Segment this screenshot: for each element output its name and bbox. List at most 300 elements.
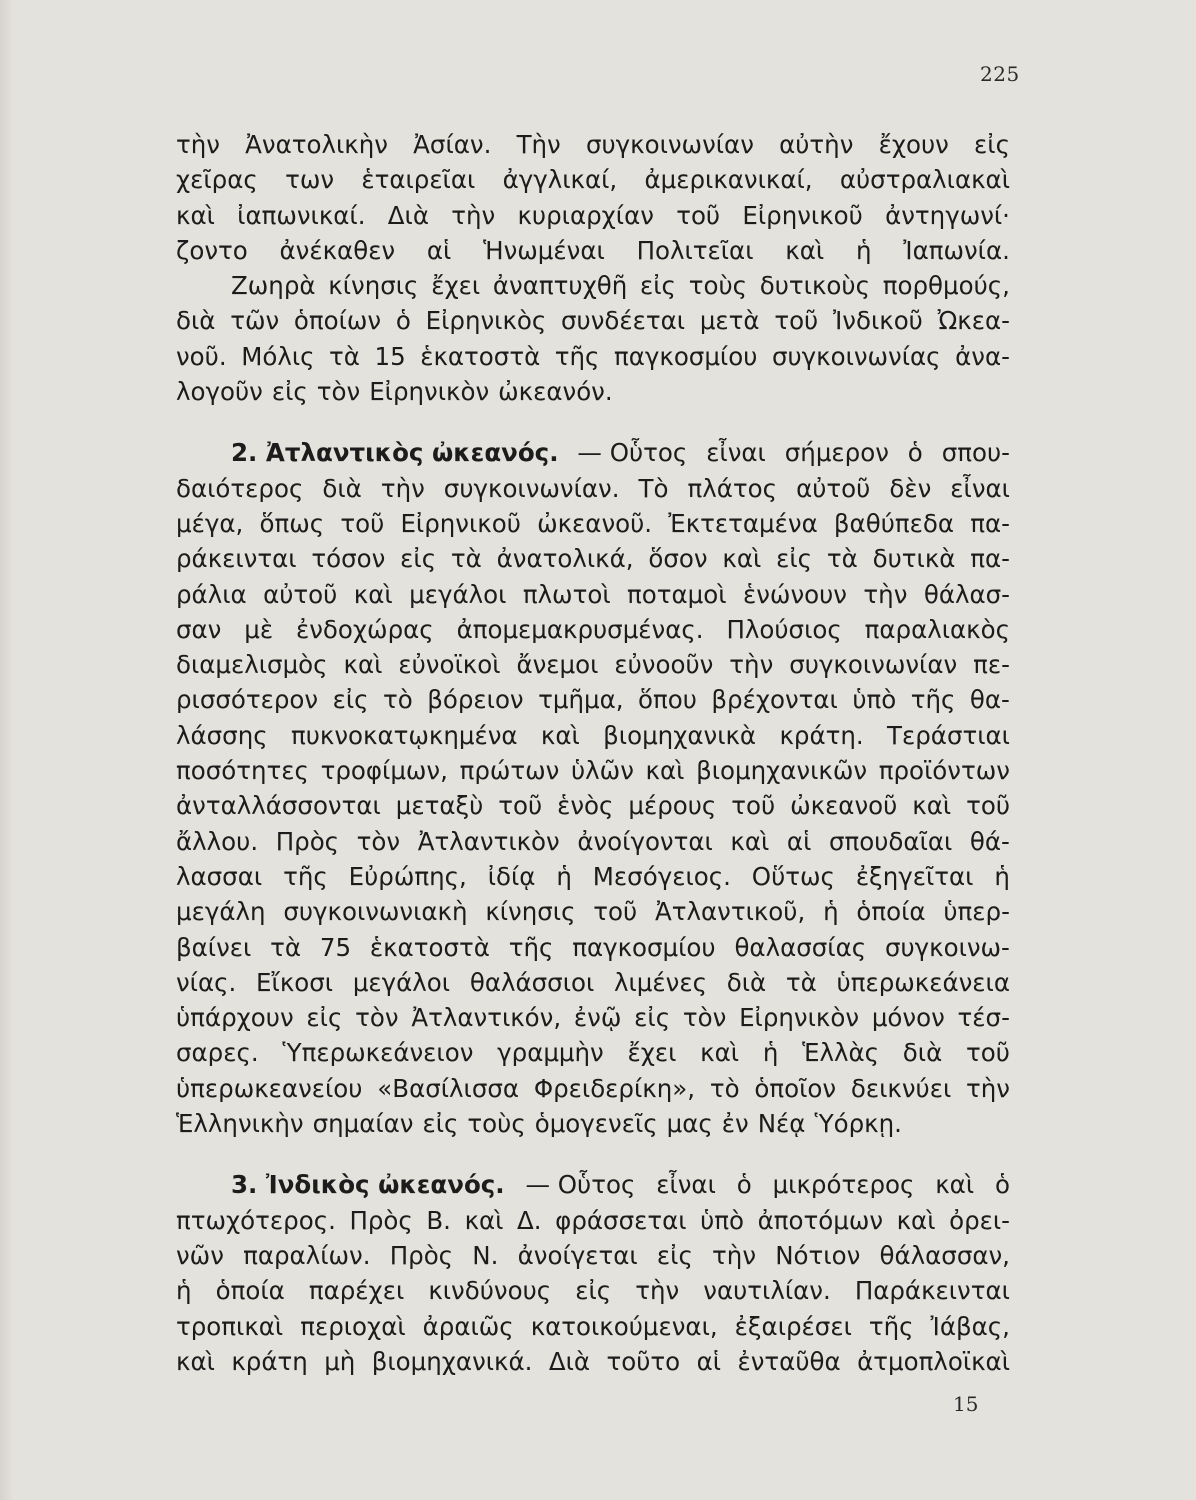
word: πλωτοὶ	[522, 579, 611, 609]
word: ὁ	[907, 438, 923, 468]
word: Τὴν	[516, 130, 561, 159]
word: Ἀνατολικὴν	[245, 130, 388, 159]
text-line	[176, 1344, 1010, 1379]
text-line	[176, 930, 1010, 965]
word: Ν.	[472, 1240, 499, 1270]
word: καὶ	[343, 650, 383, 680]
word: καὶ	[176, 1346, 215, 1376]
word: μὲ	[244, 614, 274, 644]
word: τοὺς	[467, 1109, 526, 1139]
text-line	[176, 1238, 1010, 1273]
text-line	[176, 303, 1010, 338]
text-line	[176, 753, 1010, 788]
text-line	[176, 577, 1010, 612]
word: ἐνδοχώρας	[296, 614, 434, 644]
word: τὸ	[383, 685, 413, 715]
word: Ἑλληνικὴν	[176, 1109, 304, 1139]
word: καὶ	[730, 826, 770, 856]
word: τοῦ	[498, 791, 543, 821]
word: Εἰρηνικοῦ	[400, 508, 521, 538]
word: εὐνοϊκοὶ	[398, 650, 501, 680]
text-line	[176, 1309, 1010, 1344]
section-3-indian	[176, 1167, 1010, 1379]
section-gap	[176, 409, 1010, 435]
word: ὅσον	[648, 544, 708, 574]
word: καὶ	[912, 791, 952, 821]
word: Πλούσιος	[726, 614, 842, 644]
word: τὴν	[451, 200, 496, 230]
word: συγκοινωνίαν.	[443, 473, 620, 503]
word: σπου-	[941, 438, 1010, 468]
word: Εἴκοσι	[256, 967, 334, 997]
word: ἔχουν	[878, 130, 949, 159]
word: συγκοινωνίαν	[585, 130, 754, 159]
word: καὶ	[785, 235, 825, 265]
text-line	[176, 965, 1010, 1000]
text-line	[176, 506, 1010, 541]
word: ὑπερ-	[943, 897, 1010, 927]
word: ὠκεανοῦ.	[537, 508, 653, 538]
word: εἶναι	[656, 1170, 716, 1200]
word: Ὠκεα-	[937, 306, 1010, 336]
text-line	[176, 612, 1010, 647]
word: νῶν	[176, 1240, 224, 1270]
word: των	[285, 165, 335, 195]
word: εἰς	[271, 377, 308, 407]
word: πρώτων	[459, 756, 560, 786]
text-line	[176, 1203, 1010, 1238]
word: δυτικὰ	[872, 544, 956, 574]
word: εὐνοοῦν	[614, 650, 714, 680]
word: μετὰ	[699, 306, 760, 336]
word: καὶ	[353, 579, 393, 609]
word: τῆς	[554, 341, 600, 371]
word: ἀτμοπλοϊκαὶ	[857, 1346, 1010, 1376]
word: Ἰάβας,	[930, 1311, 1010, 1341]
word: τὴν	[729, 650, 774, 680]
word: Δ.	[517, 1205, 542, 1235]
word: Ἀσίαν.	[413, 130, 492, 159]
word: πτωχότερος.	[176, 1205, 336, 1235]
word: Ἡνωμέναι	[483, 235, 605, 265]
word: εἰς	[776, 544, 813, 574]
word: πυκνοκατῳκημένα	[291, 720, 518, 750]
word: Τεράστιαι	[887, 720, 1010, 750]
word: ὁποία	[856, 897, 926, 927]
word: διὰ	[322, 473, 362, 503]
word: ἀποτόμων	[757, 1205, 884, 1235]
word: σαν	[176, 614, 222, 644]
text-line	[176, 268, 1010, 303]
word: ἡ	[823, 897, 839, 927]
word: παρέχει	[308, 1276, 405, 1306]
word: προϊόντων	[878, 756, 1010, 786]
word: ὑπάρχουν	[176, 1003, 294, 1033]
word: καὶ	[896, 1205, 936, 1235]
word: ποταμοὶ	[627, 579, 727, 609]
word: τῶν	[230, 306, 280, 336]
word: ναυτιλίαν.	[703, 1276, 831, 1306]
word: ἐνταῦθα	[737, 1346, 841, 1376]
word: ἀνταλλάσσονται	[176, 791, 381, 821]
word: ὑλῶν	[571, 756, 634, 786]
word: Ὑόρκῃ.	[814, 1109, 902, 1139]
word: Εἰρηνικὸν	[369, 377, 490, 407]
word: ἔχει	[431, 271, 481, 301]
word: ἐνῷ	[573, 1003, 622, 1033]
word: 15	[374, 341, 406, 371]
word: εἰς	[400, 544, 437, 574]
word: ἀνα-	[955, 341, 1010, 371]
word: τοῦ	[593, 897, 638, 927]
word: ὅπου	[638, 685, 697, 715]
word: ρισσότερον	[176, 685, 319, 715]
text-line	[176, 1273, 1010, 1308]
word: παγκοσμίου	[613, 341, 758, 371]
word: θα-	[969, 685, 1010, 715]
word: ὠκεανοῦ	[790, 791, 898, 821]
word: πορθμούς,	[882, 271, 1010, 301]
word: τὸ	[709, 1073, 740, 1103]
word: μεγάλοι	[409, 579, 507, 609]
word: τὴν	[176, 130, 220, 159]
body-text	[176, 127, 1010, 1379]
text-line	[176, 127, 1010, 162]
word: τῆς	[283, 861, 328, 891]
word: Εἰρηνικὸς	[425, 306, 547, 336]
word: ἀπομεμακρυσμένας.	[456, 614, 704, 644]
word: ἡ	[762, 1038, 779, 1068]
word: κράτη	[231, 1346, 308, 1376]
word: αὐστραλιακαὶ	[839, 165, 1010, 195]
word: βιομηχανικά.	[371, 1346, 533, 1376]
section-gap	[176, 1141, 1010, 1167]
word: εἶναι	[950, 473, 1010, 503]
word: εἰς	[306, 1003, 343, 1033]
word: εἰς	[656, 1240, 693, 1270]
text-line	[176, 1000, 1010, 1035]
word: συγκοινω-	[884, 932, 1010, 962]
text-line	[176, 859, 1010, 894]
word: «Βασίλισσα	[377, 1073, 520, 1103]
word: εἰς	[634, 1003, 671, 1033]
word: εἶναι	[706, 438, 766, 468]
word: ζοντο	[176, 235, 248, 265]
word: — Οὗτος	[525, 1170, 636, 1200]
page-number-top: 225	[980, 62, 1020, 86]
word: κίνησις	[485, 897, 576, 927]
word: ὁ	[994, 1170, 1010, 1200]
word: εἰς	[640, 271, 676, 301]
word: Β.	[426, 1205, 451, 1235]
word: ὑπερωκεανείου	[176, 1073, 363, 1103]
word: ὑπερωκεάνεια	[836, 967, 1010, 997]
word: μέγα,	[176, 508, 244, 538]
word: Πρὸς	[275, 826, 340, 856]
word: ποσότητες	[176, 756, 309, 786]
word: ἄλλου.	[176, 826, 259, 856]
word: πα-	[970, 544, 1010, 574]
word: συνδέεται	[561, 306, 686, 336]
word: καὶ	[176, 200, 215, 230]
word: ἑνώνουν	[743, 579, 847, 609]
word: τοῦ	[676, 200, 721, 230]
word: διαμελισμὸς	[176, 650, 328, 680]
word: βαίνει	[176, 932, 252, 962]
word: καὶ	[464, 1205, 504, 1235]
word: σήμερον	[784, 438, 889, 468]
text-line	[176, 435, 1010, 470]
word: ἑκατοστὰ	[420, 341, 541, 371]
text-line	[176, 162, 1010, 197]
word: ράκεινται	[176, 544, 297, 574]
text-line	[176, 788, 1010, 823]
word: διὰ	[726, 967, 767, 997]
word: ἡ	[855, 235, 872, 265]
word: ἐξηγεῖται	[855, 861, 974, 891]
word: Ἰνδικοῦ	[832, 306, 923, 336]
word: Ζωηρὰ	[231, 271, 316, 301]
word: σημαίαν	[312, 1109, 414, 1139]
word: θαλάσσιοι	[469, 967, 595, 997]
paragraph-1	[176, 127, 1010, 268]
word: παραλίων.	[243, 1240, 371, 1270]
text-line	[176, 339, 1010, 374]
word: Ἀτλαντικόν,	[411, 1003, 562, 1033]
word: θαλασσίας	[734, 932, 867, 962]
word: συγκοινωνίαν	[789, 650, 958, 680]
word: τῆς	[508, 932, 554, 962]
word: βόρειον	[427, 685, 524, 715]
word: ἀμερικανικαί,	[644, 165, 813, 195]
text-line	[176, 718, 1010, 753]
word: τὴν	[635, 1276, 680, 1306]
word: ἀνέκαθεν	[279, 235, 396, 265]
word: τμῆμα,	[538, 685, 624, 715]
text-line	[176, 541, 1010, 576]
word: μέρους	[628, 791, 717, 821]
word: ἑνὸς	[557, 791, 614, 821]
word: αἱ	[696, 1346, 722, 1376]
word: κυριαρχίαν	[517, 200, 654, 230]
text-line	[176, 1106, 1010, 1141]
word: καὶ	[645, 756, 685, 786]
word: τὴν	[966, 1073, 1010, 1103]
word: βαθύπεδα	[833, 508, 955, 538]
word: παραλιακὸς	[864, 614, 1010, 644]
word: κράτη.	[779, 720, 864, 750]
word: νίας.	[176, 967, 237, 997]
word: αἱ	[786, 826, 812, 856]
word: τέσ-	[957, 1003, 1010, 1033]
word: Τὸ	[638, 473, 669, 503]
word: καὶ	[540, 720, 580, 750]
word: Εὐρώπης,	[348, 861, 467, 891]
word: ἀναπτυχθῆ	[492, 271, 628, 301]
word: πε-	[973, 650, 1010, 680]
word: Ἀτλαντικὸν	[417, 826, 560, 856]
text-line	[176, 1071, 1010, 1106]
word: Διὰ	[548, 1346, 591, 1376]
word: Νότιον	[775, 1240, 861, 1270]
word: Μόλις	[241, 341, 315, 371]
word: μεταξὺ	[395, 791, 484, 821]
word: λιμένες	[614, 967, 707, 997]
word: τὰ	[826, 544, 858, 574]
word: βιομηχανικὰ	[603, 720, 757, 750]
word: Ἐκτεταμένα	[668, 508, 818, 538]
text-line	[176, 1167, 1010, 1202]
word: ὁ	[736, 1170, 752, 1200]
word: διὰ	[176, 306, 216, 336]
word: Ἑλλὰς	[802, 1038, 880, 1068]
word: τοῦ	[731, 791, 776, 821]
word: ἔχει	[627, 1038, 677, 1068]
word: μόνον	[871, 1003, 945, 1033]
word: Ἰαπωνία.	[903, 235, 1010, 265]
word: ἐξαιρέσει	[734, 1311, 852, 1341]
word: μὴ	[324, 1346, 356, 1376]
word: τροφίμων,	[320, 756, 448, 786]
word: ὑπὸ	[700, 1205, 745, 1235]
word: λογοῦν	[176, 377, 263, 407]
word: Μεσόγειος.	[592, 861, 731, 891]
word: τὸν	[355, 1003, 399, 1033]
word: ὁποῖον	[754, 1073, 837, 1103]
word: κατοικούμεναι,	[530, 1311, 718, 1341]
word: συγκοινωνιακὴ	[283, 897, 468, 927]
word: Οὕτως	[751, 861, 835, 891]
section-2-atlantic	[176, 435, 1010, 1141]
word: Πρὸς	[349, 1205, 413, 1235]
word: τοῦ	[966, 791, 1010, 821]
word: ἡ	[176, 1276, 192, 1306]
word: τοῦτο	[606, 1346, 681, 1376]
word: εἰς	[422, 1109, 459, 1139]
word: αὐτὴν	[779, 130, 854, 159]
word: Φρειδερίκη»,	[533, 1073, 696, 1103]
word: τοῦ	[965, 1038, 1010, 1068]
paragraph-2	[176, 268, 1010, 409]
word: τὸν	[356, 826, 401, 856]
word: τόσον	[311, 544, 386, 574]
text-line	[176, 647, 1010, 682]
text-line	[176, 1035, 1010, 1070]
word: Παράκεινται	[854, 1276, 1010, 1306]
word: χεῖρας	[176, 165, 258, 195]
word: τῆς	[868, 1311, 914, 1341]
word: αὐτοῦ	[263, 579, 338, 609]
word: διὰ	[902, 1038, 943, 1068]
word: τὰ	[270, 932, 302, 962]
word: ἀραιῶς	[422, 1311, 514, 1341]
word: δὲν	[889, 473, 932, 503]
word: ὁποίων	[293, 306, 382, 336]
page-number-bottom: 15	[953, 1392, 979, 1416]
word: καὶ	[700, 1038, 740, 1068]
text-line	[176, 682, 1010, 717]
word: δαιότερος	[176, 473, 304, 503]
word: ὁμογενεῖς	[534, 1109, 658, 1139]
word: μικρότερος	[772, 1170, 915, 1200]
word: ἀνατολικά,	[496, 544, 634, 574]
word: ἑταιρεῖαι	[361, 165, 476, 195]
word: τὴν	[863, 579, 908, 609]
word: ἑκατοστὰ	[369, 932, 490, 962]
word: 75	[319, 932, 352, 962]
word: αὐτοῦ	[796, 473, 871, 503]
word: Πρὸς	[389, 1240, 454, 1270]
word: σπουδαῖαι	[828, 826, 953, 856]
word: λάσσης	[176, 720, 268, 750]
word: σαρες.	[176, 1038, 259, 1068]
word: ἀντηγωνί·	[885, 200, 1010, 230]
word: μεγάλη	[176, 897, 266, 927]
word: ἡ	[994, 861, 1010, 891]
word: ὁ	[395, 306, 411, 336]
word: παγκοσμίου	[572, 932, 716, 962]
word: γραμμὴν	[497, 1038, 604, 1068]
word: πα-	[970, 508, 1010, 538]
word: ἀνοίγονται	[577, 826, 713, 856]
word: τὰ	[785, 967, 817, 997]
word: κινδύνους	[428, 1276, 552, 1306]
word: κίνησις	[328, 271, 419, 301]
text-line	[176, 233, 1010, 268]
section-heading: 2. Ἀτλαντικὸς ὠκεανός.	[231, 438, 559, 468]
word: τροπικαὶ	[176, 1311, 284, 1341]
word: καὶ	[935, 1170, 975, 1200]
word: θά-	[969, 826, 1010, 856]
word: ἄνεμοι	[516, 650, 599, 680]
word: θάλασ-	[923, 579, 1010, 609]
word: Ὑπερωκεάνειον	[282, 1038, 474, 1068]
word: δεικνύει	[850, 1073, 952, 1103]
word: περιοχαὶ	[300, 1311, 406, 1341]
word: Ἀτλαντικοῦ,	[654, 897, 806, 927]
word: συγκοινωνίας	[771, 341, 941, 371]
word: ἰδίᾳ	[487, 861, 536, 891]
word: θάλασσαν,	[879, 1240, 1010, 1270]
text-line	[176, 198, 1010, 233]
word: τὰ	[329, 341, 360, 371]
word: Εἰρηνικὸν	[739, 1003, 860, 1033]
word: ὀρει-	[949, 1205, 1010, 1235]
word: ἰαπωνικαί.	[237, 200, 366, 230]
word: ὠκεανόν.	[498, 377, 613, 407]
word: ἀγγλικαί,	[502, 165, 618, 195]
word: καὶ	[722, 544, 762, 574]
word: τὸν	[316, 377, 361, 407]
word: εἰς	[974, 130, 1010, 159]
word: μας	[666, 1109, 713, 1139]
word: Εἰρηνικοῦ	[742, 200, 863, 230]
word: — Οὗτος	[577, 438, 688, 468]
word: ἡ	[556, 861, 572, 891]
word: ἐν	[721, 1109, 749, 1139]
word: ἀνοίγεται	[517, 1240, 638, 1270]
word: λασσαι	[176, 861, 263, 891]
word: τῆς	[910, 685, 956, 715]
word: πλάτος	[687, 473, 778, 503]
word: ὑπὸ	[852, 685, 897, 715]
word: τοῦ	[340, 508, 385, 538]
word: αἱ	[426, 235, 452, 265]
word: μεγάλοι	[352, 967, 451, 997]
word: τοῦ	[774, 306, 819, 336]
word: εἰς	[332, 685, 369, 715]
word: Διὰ	[387, 200, 429, 230]
